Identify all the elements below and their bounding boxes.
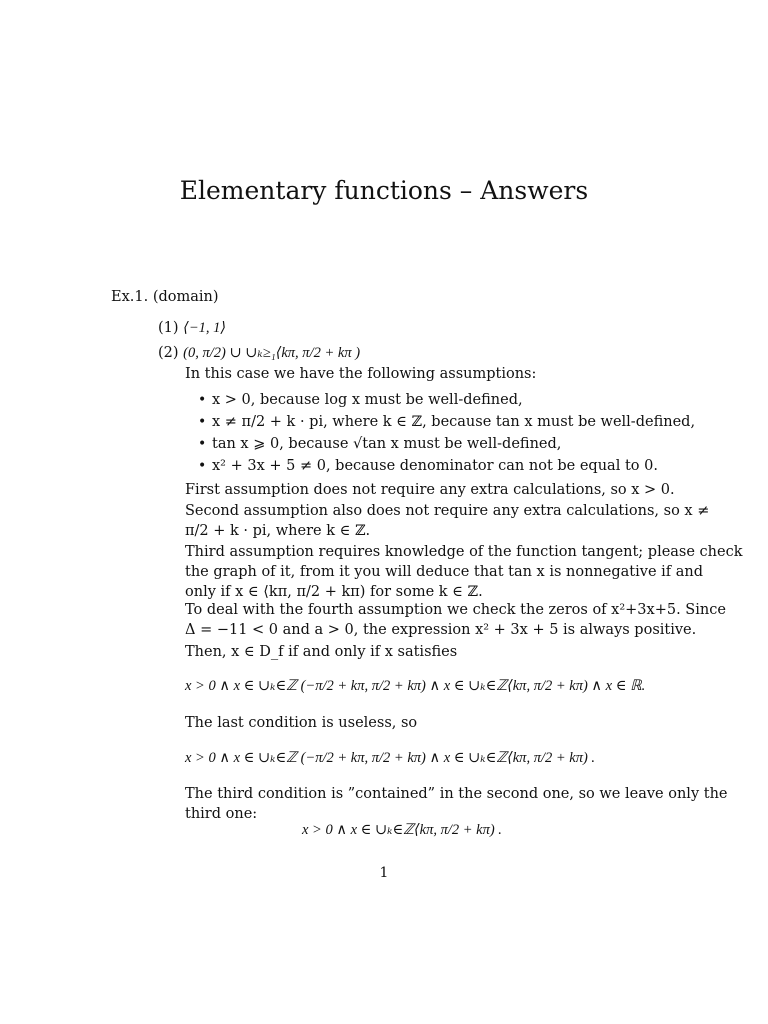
paragraph-third-condition [185, 784, 728, 824]
paragraph-third-assumption [185, 542, 743, 602]
intro-text: In this case we have the following assumptions: [185, 366, 537, 382]
assumption-list [198, 389, 695, 477]
paragraph-line: the graph of it, from it you will deduce that tan x is nonnegative if and [185, 564, 704, 580]
paragraph-line: π/2 + k · pi, where k ∈ ℤ. [185, 523, 371, 539]
page-title: Elementary functions – Answers [179, 176, 589, 205]
paragraph-line: The third condition is ”contained” in the second one, so we leave only the [185, 786, 728, 802]
paragraph-line: Δ = −11 < 0 and a > 0, the expression x² + 3x + 5 is always positive. [185, 622, 697, 638]
paragraph-line: Third assumption requires knowledge of the function tangent; please check [185, 544, 743, 560]
answer-item-1 [158, 318, 226, 338]
answer-number: (1) [158, 320, 179, 336]
paragraph-line: only if x ∈ ⟨kπ, π/2 + kπ) for some k ∈ ℤ. [185, 584, 483, 600]
list-item: • tan x ⩾ 0, because √tan x must be well-defined, [198, 433, 695, 455]
answer-item-2 [158, 343, 360, 363]
list-item: • x² + 3x + 5 ≠ 0, because denominator can not be equal to 0. [198, 455, 695, 477]
list-item: • x ≠ π/2 + k · pi, where k ∈ ℤ, because tan x must be well-defined, [198, 411, 695, 433]
paragraph-first-assumption: First assumption does not require any extra calculations, so x > 0. [185, 482, 675, 498]
exercise-label: Ex.1. [111, 289, 149, 305]
page-number: 1 [379, 865, 389, 881]
paragraph-line: Second assumption also does not require any extra calculations, so x ≠ [185, 503, 710, 519]
paragraph-line: To deal with the fourth assumption we check the zeros of x²+3x+5. Since [185, 602, 726, 618]
paragraph-useless-condition: The last condition is useless, so [185, 715, 418, 731]
paragraph-fourth-assumption [185, 600, 726, 640]
equation-2: x > 0 ∧ x ∈ ∪ₖ∈ℤ (−π/2 + kπ, π/2 + kπ) ∧ x ∈ ∪ₖ∈ℤ⟨kπ, π/2 + kπ) . [185, 750, 596, 766]
equation-1: x > 0 ∧ x ∈ ∪ₖ∈ℤ (−π/2 + kπ, π/2 + kπ) ∧ x ∈ ∪ₖ∈ℤ⟨kπ, π/2 + kπ) ∧ x ∈ ℝ. [185, 678, 646, 694]
paragraph-line: third one: [185, 806, 258, 822]
answer-formula: (0, π/2) ∪ ∪ₖ≥₁⟨kπ, π/2 + kπ ) [183, 345, 361, 361]
answer-formula: ⟨−1, 1⟩ [183, 320, 227, 336]
paragraph-conclusion: Then, x ∈ D_f if and only if x satisfies [185, 644, 458, 660]
answer-number: (2) [158, 345, 179, 361]
exercise-heading [111, 287, 219, 307]
list-item: • x > 0, because log x must be well-defined, [198, 389, 695, 411]
equation-3: x > 0 ∧ x ∈ ∪ₖ∈ℤ⟨kπ, π/2 + kπ) . [302, 822, 502, 838]
paragraph-second-assumption [185, 501, 709, 541]
exercise-topic: (domain) [152, 289, 219, 305]
